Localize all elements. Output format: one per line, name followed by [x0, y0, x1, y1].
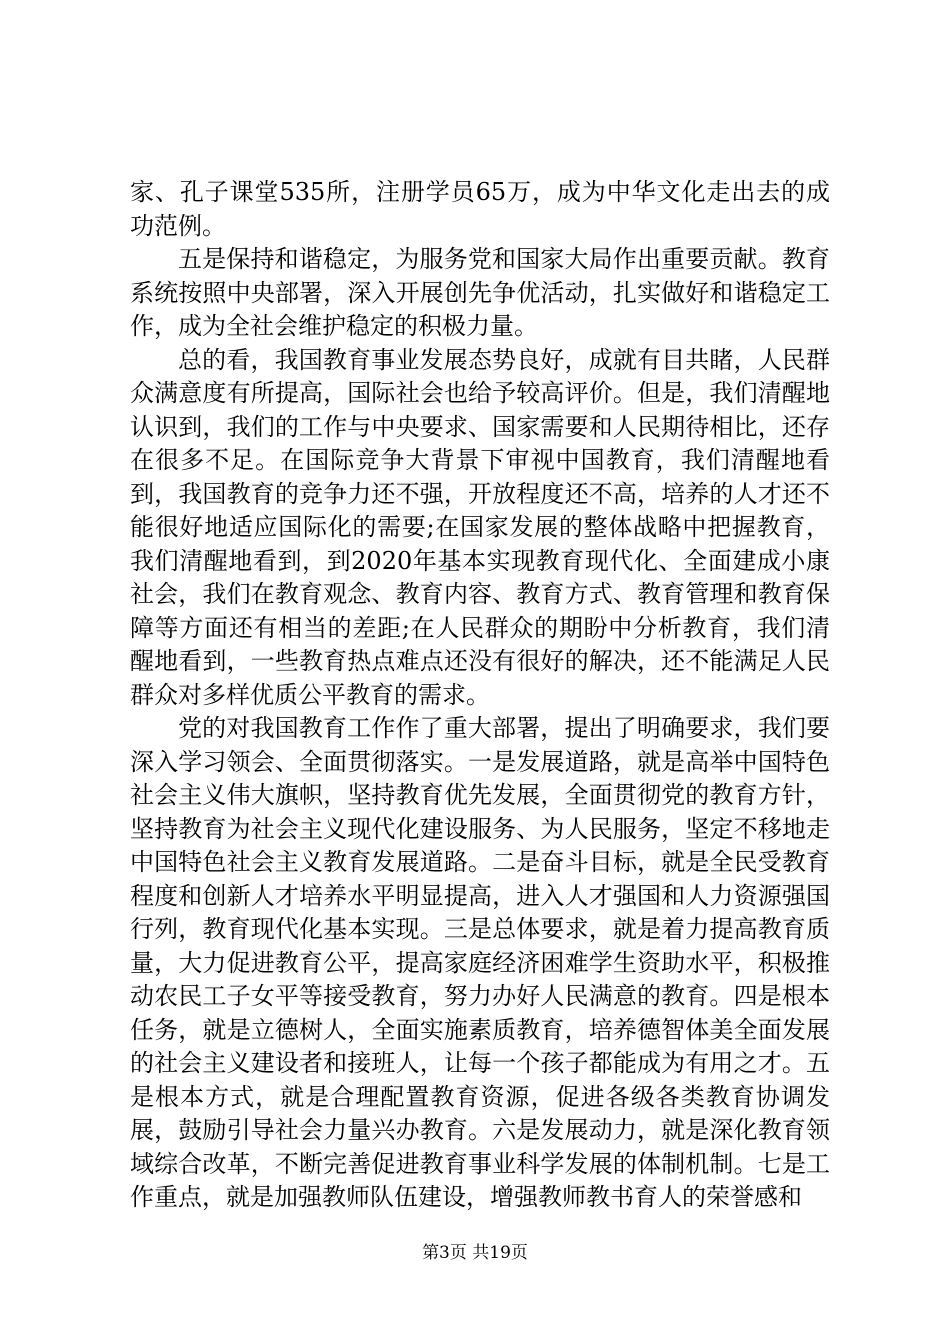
paragraph-2: 五是保持和谐稳定，为服务党和国家大局作出重要贡献。教育系统按照中央部署，深入开展创先争优活动，扎实做好和谐稳定工作，成为全社会维护稳定的积极力量。	[130, 245, 830, 340]
document-body	[130, 176, 830, 1215]
page-number-footer: 第3页 共19页	[422, 1243, 528, 1263]
paragraph-1: 家、孔子课堂535所，注册学员65万，成为中华文化走出去的成功范例。	[130, 178, 830, 240]
paragraph-4: 党的对我国教育工作作了重大部署，提出了明确要求，我们要深入学习领会、全面贯彻落实。一是发展道路，就是高举中国特色社会主义伟大旗帜，坚持教育优先发展，全面贯彻党的教育方针，坚持教育为社会主义现代化建设服务、为人民服务，坚定不移地走中国特色社会主义教育发展道路。二是奋斗目标，就是全民受教育程度和创新人才培养水平明显提高，进入人才强国和人力资源强国行列，教育现代化基本实现。三是总体要求，就是着力提高教育质量，大力促进教育公平，提高家庭经济困难学生资助水平，积极推动农民工子女平等接受教育，努力办好人民满意的教育。四是根本任务，就是立德树人，全面实施素质教育，培养德智体美全面发展的社会主义建设者和接班人，让每一个孩子都能成为有用之才。五是根本方式，就是合理配置教育资源，促进各级各类教育协调发展，鼓励引导社会力量兴办教育。六是发展动力，就是深化教育领域综合改革，不断完善促进教育事业科学发展的体制机制。七是工作重点，就是加强教师队伍建设，增强教师教书育人的荣誉感和	[130, 714, 830, 1211]
paragraph-3: 总的看，我国教育事业发展态势良好，成就有目共睹，人民群众满意度有所提高，国际社会也给予较高评价。但是，我们清醒地认识到，我们的工作与中央要求、国家需要和人民期待相比，还存在很多不足。在国际竞争大背景下审视中国教育，我们清醒地看到，我国教育的竞争力还不强，开放程度还不高，培养的人才还不能很好地适应国际化的需要;在国家发展的整体战略中把握教育，我们清醒地看到，到2020年基本实现教育现代化、全面建成小康社会，我们在教育观念、教育内容、教育方式、教育管理和教育保障等方面还有相当的差距;在人民群众的期盼中分析教育，我们清醒地看到，一些教育热点难点还没有很好的解决，还不能满足人民群众对多样优质公平教育的需求。	[130, 345, 830, 709]
